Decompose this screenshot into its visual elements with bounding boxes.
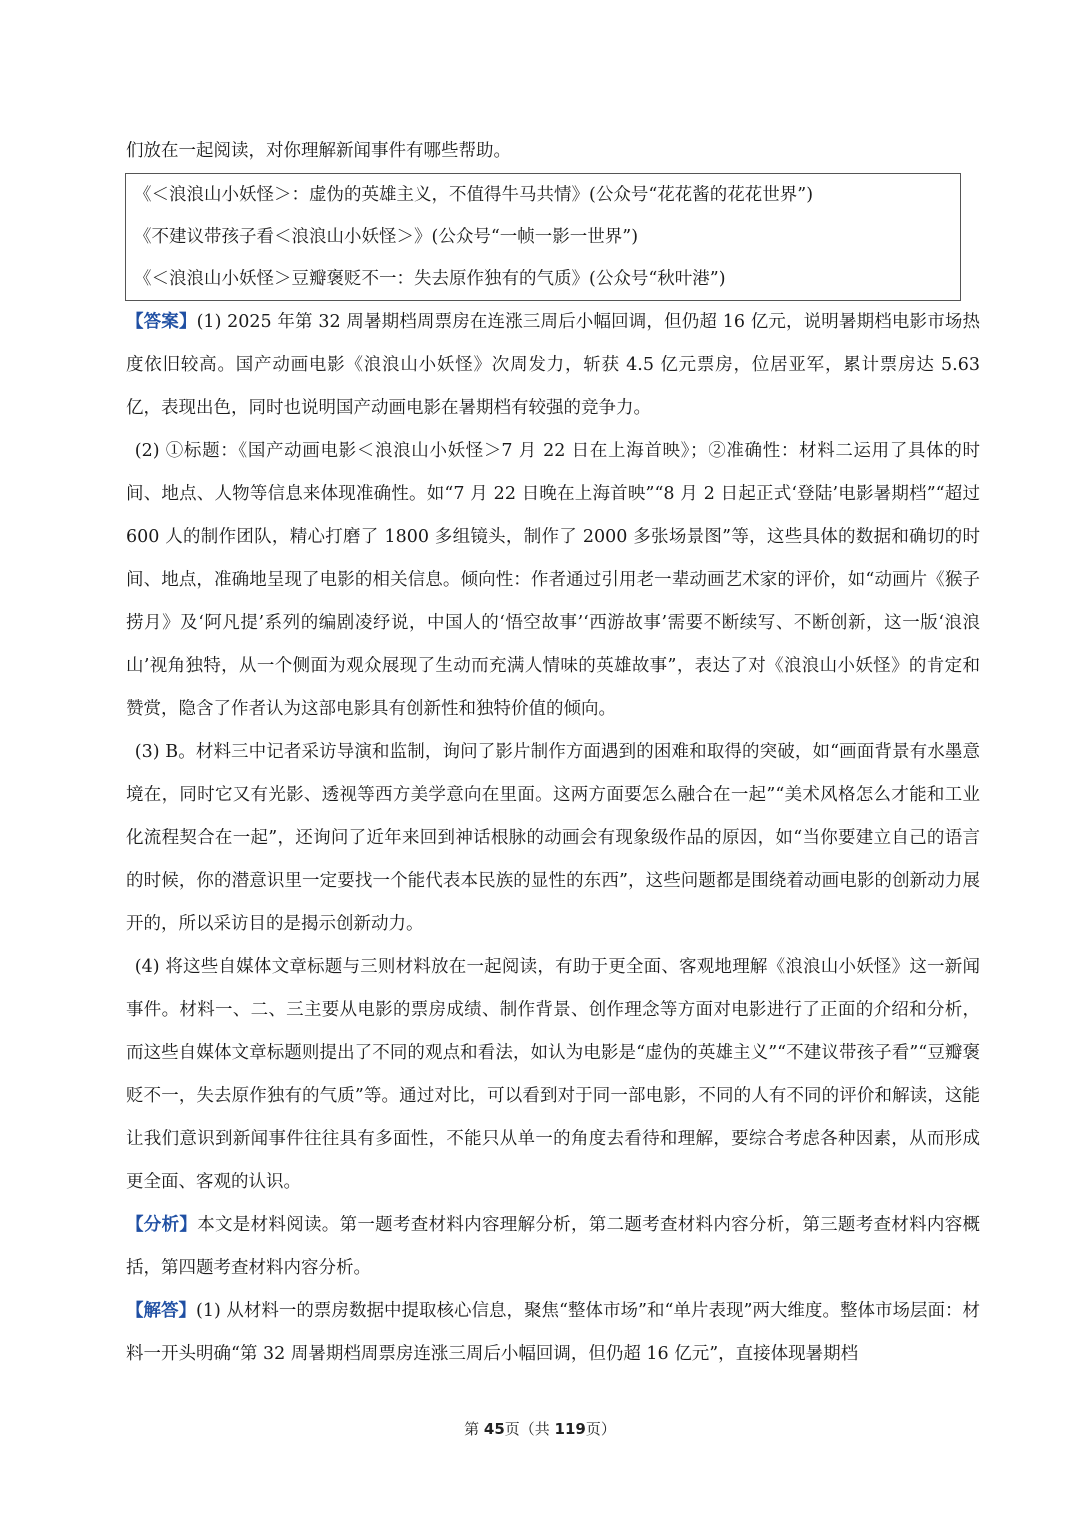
footer-prefix: 第 — [464, 1420, 484, 1438]
page-content — [126, 130, 980, 1376]
answer-paragraph-2: (2) ①标题：《国产动画电影＜浪浪山小妖怪＞7 月 22 日在上海首映》；②准确性：材料二运用了具体的时间、地点、人物等信息来体现准确性。如“7 月 22 日晚在上海首映”“8 月 2 日起正式‘登陆’电影暑期档”“超过 600 人的制作团队，精心打磨了 1800 多组镜头，制作了 2000 多张场景图”等，这些具体的数据和确切的时间、地点，准确地呈现了电影的相关信息。倾向性：作者通过引用老一辈动画艺术家的评价，如“动画片《猴子捞月》及‘阿凡提’系列的编剧凌纾说，中国人的‘悟空故事’‘西游故事’需要不断续写、不断创新，这一版‘浪浪山’视角独特，从一个侧面为观众展现了生动而充满人情味的英雄故事”，表达了对《浪浪山小妖怪》的肯定和赞赏，隐含了作者认为这部电影具有创新性和独特价值的倾向。 — [126, 441, 980, 719]
answer-paragraph-1 — [126, 301, 980, 430]
answer-paragraph-3: (3) B。材料三中记者采访导演和监制，询问了影片制作方面遇到的困难和取得的突破，如“画面背景有水墨意境在，同时它又有光影、透视等西方美学意向在里面。这两方面要怎么融合在一起”“美术风格怎么才能和工业化流程契合在一起”，还询问了近年来回到神话根脉的动画会有现象级作品的原因，如“当你要建立自己的语言的时候，你的潜意识里一定要找一个能代表本民族的显性的东西”，这些问题都是围绕着动画电影的创新动力展开的，所以采访目的是揭示创新动力。 — [126, 742, 980, 934]
analysis-tag: 【分析】 — [126, 1215, 198, 1235]
article-title-2: 《不建议带孩子看＜浪浪山小妖怪＞》(公众号“一帧一影一世界”) — [134, 227, 639, 247]
solution-paragraph — [126, 1290, 980, 1376]
article-titles-box — [125, 173, 961, 301]
answer-tag: 【答案】 — [126, 312, 197, 332]
article-title-1: 《＜浪浪山小妖怪＞：虚伪的英雄主义，不值得牛马共情》(公众号“花花酱的花花世界”) — [134, 185, 814, 205]
solution-tag: 【解答】 — [126, 1301, 197, 1321]
analysis-text: 本文是材料阅读。第一题考查材料内容理解分析，第二题考查材料内容分析，第三题考查材料内容概括，第四题考查材料内容分析。 — [126, 1215, 981, 1278]
footer-total-pages: 119 — [554, 1420, 586, 1438]
answer-text-1: (1) 2025 年第 32 周暑期档周票房在连涨三周后小幅回调，但仍超 16 亿元，说明暑期档电影市场热度依旧较高。国产动画电影《浪浪山小妖怪》次周发力，斩获 4.5 亿元票房，位居亚军，累计票房达 5.63 亿，表现出色，同时也说明国产动画电影在暑期档有较强的竞争力。 — [126, 312, 980, 418]
intro-line: 们放在一起阅读，对你理解新闻事件有哪些帮助。 — [126, 141, 511, 161]
answer-paragraph-4: (4) 将这些自媒体文章标题与三则材料放在一起阅读，有助于更全面、客观地理解《浪浪山小妖怪》这一新闻事件。材料一、二、三主要从电影的票房成绩、制作背景、创作理念等方面对电影进行了正面的介绍和分析，而这些自媒体文章标题则提出了不同的观点和看法，如认为电影是“虚伪的英雄主义”“不建议带孩子看”“豆瓣褒贬不一，失去原作独有的气质”等。通过对比，可以看到对于同一部电影，不同的人有不同的评价和解读，这能让我们意识到新闻事件往往具有多面性，不能只从单一的角度去看待和理解，要综合考虑各种因素，从而形成更全面、客观的认识。 — [126, 957, 980, 1192]
footer-middle: 页（共 — [504, 1420, 555, 1438]
solution-text: (1) 从材料一的票房数据中提取核心信息，聚焦“整体市场”和“单片表现”两大维度。整体市场层面：材料一开头明确“第 32 周暑期档周票房连涨三周后小幅回调，但仍超 16 亿元”，直接体现暑期档 — [126, 1301, 980, 1364]
analysis-paragraph — [126, 1204, 980, 1290]
article-title-3: 《＜浪浪山小妖怪＞豆瓣褒贬不一：失去原作独有的气质》(公众号“秋叶港”) — [134, 269, 726, 289]
footer-suffix: 页） — [585, 1420, 616, 1438]
page-footer — [0, 1418, 1080, 1439]
footer-page-number: 45 — [483, 1420, 505, 1438]
